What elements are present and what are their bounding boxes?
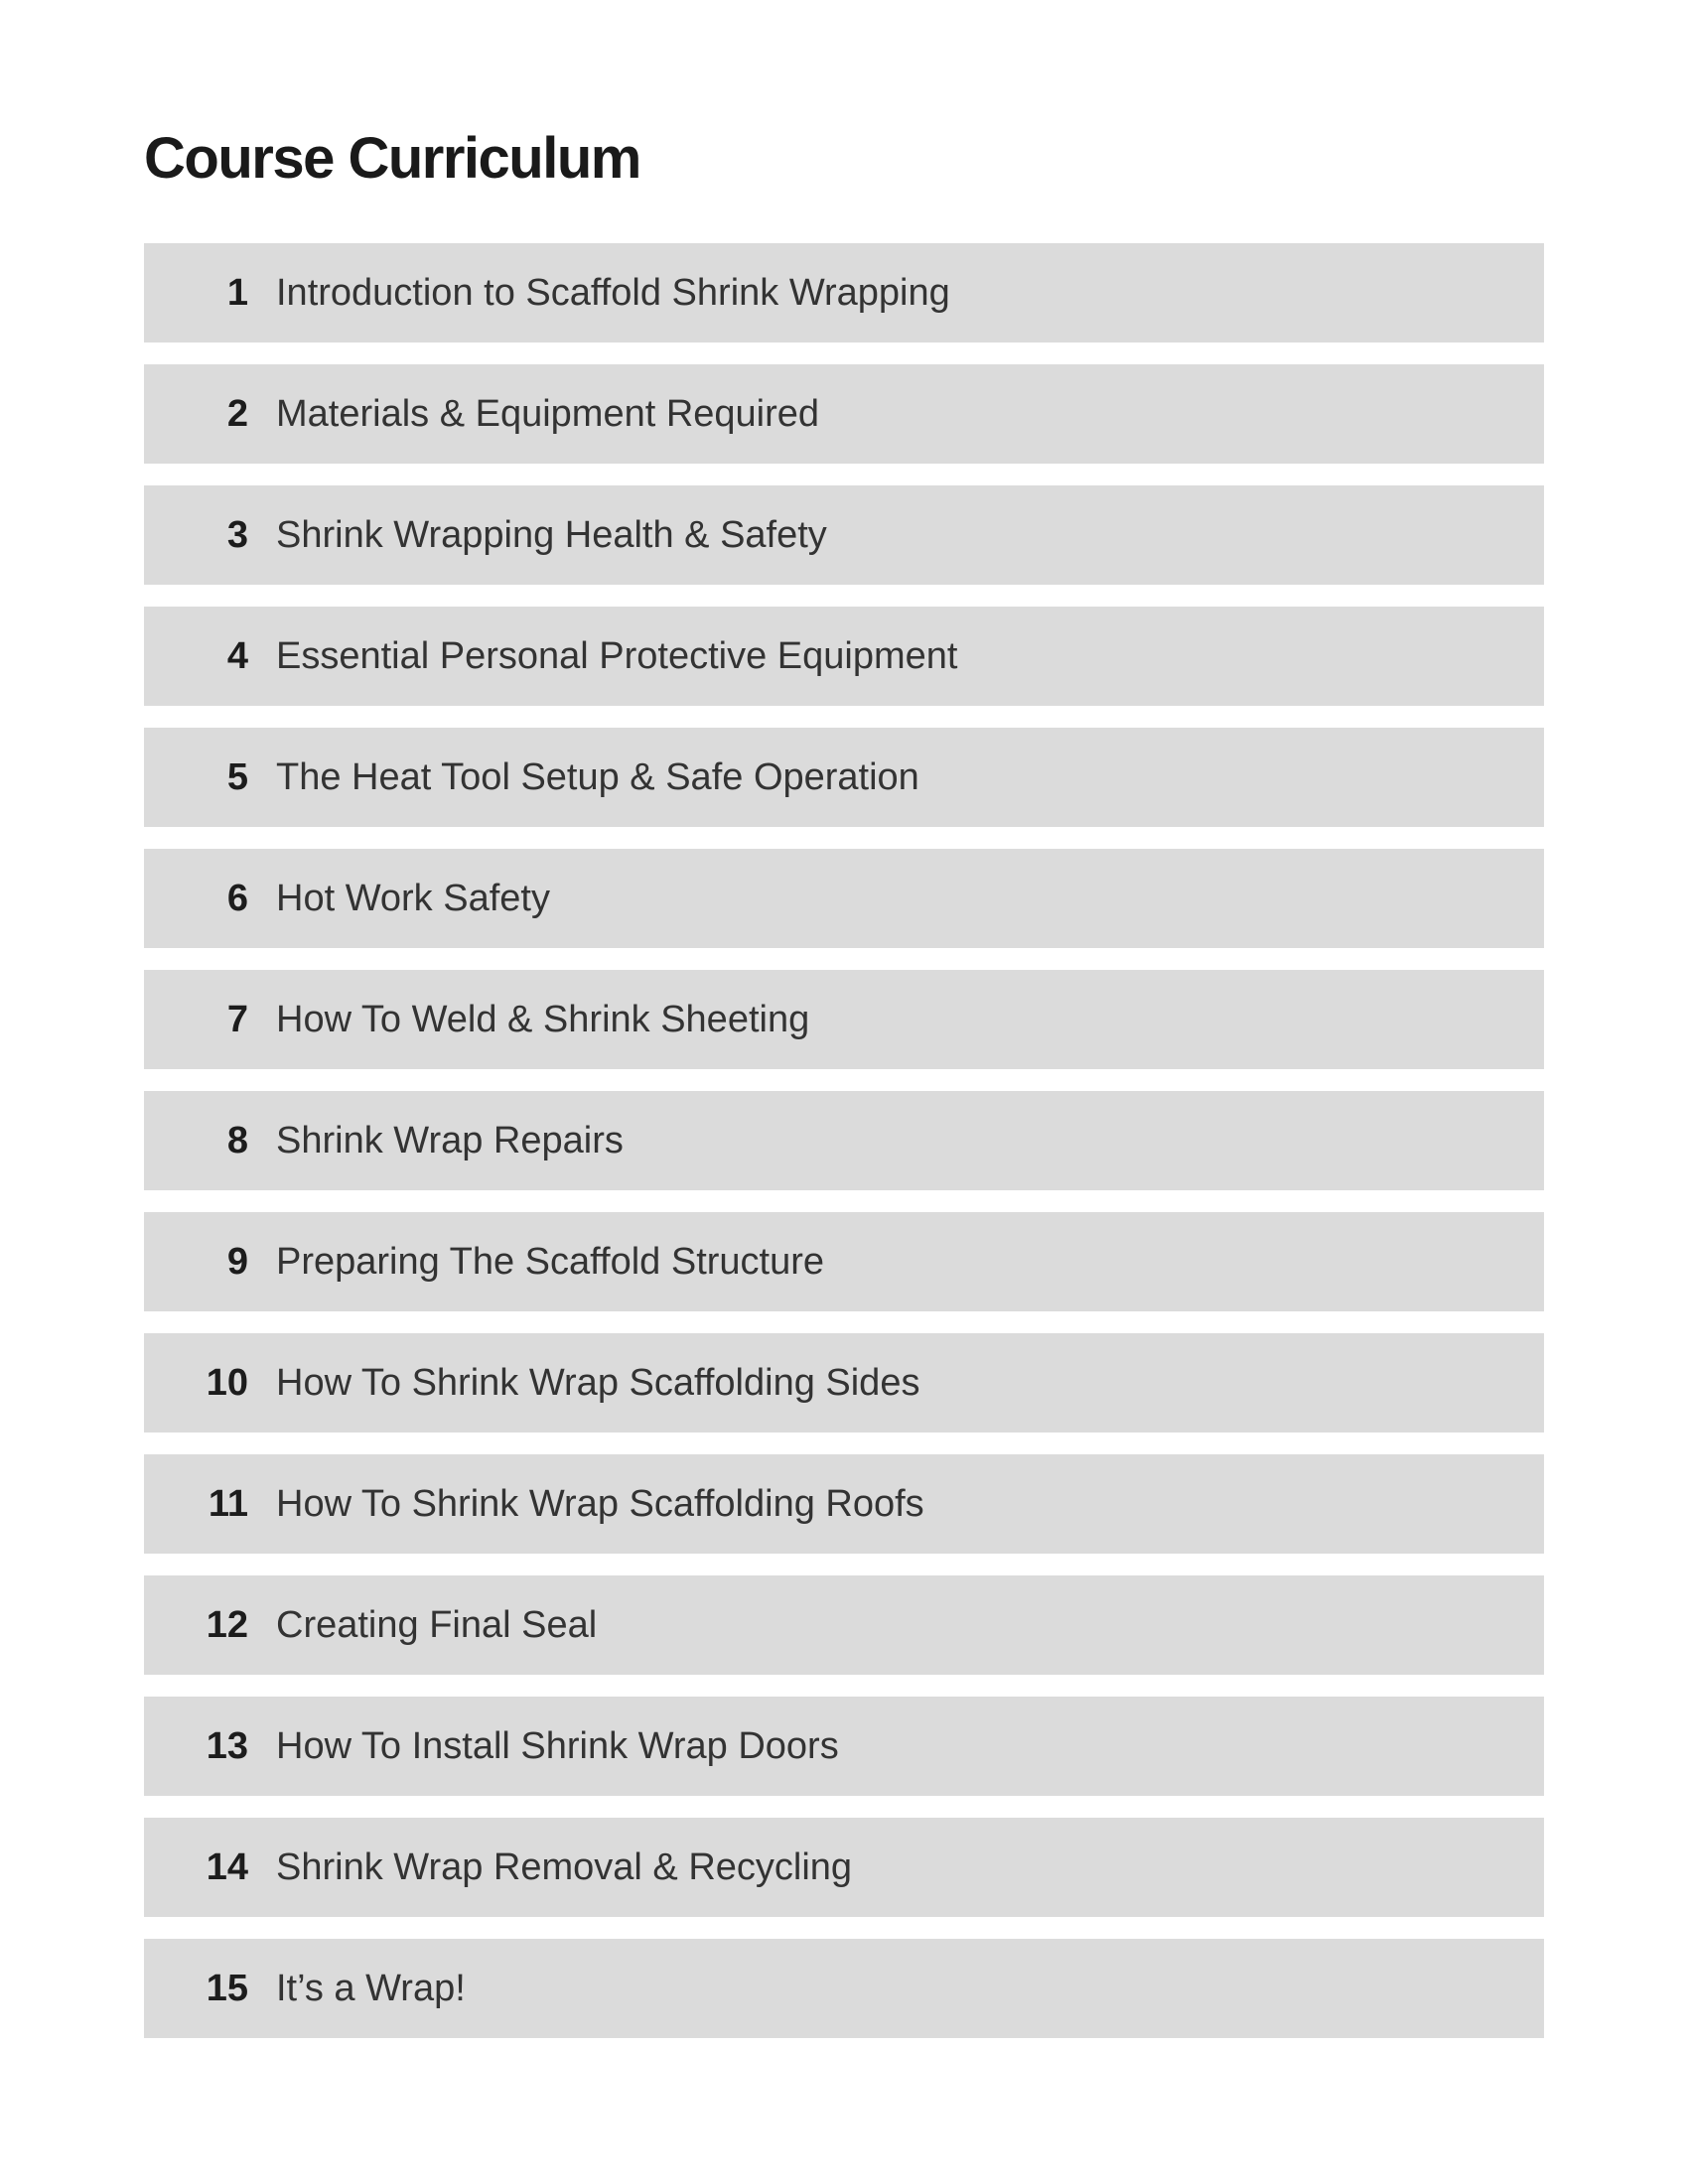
- curriculum-row: [144, 849, 1544, 948]
- lesson-title: How To Shrink Wrap Scaffolding Roofs: [276, 1482, 924, 1525]
- lesson-number: 10: [206, 1361, 248, 1404]
- lesson-title: Creating Final Seal: [276, 1603, 598, 1646]
- curriculum-row: [144, 485, 1544, 585]
- curriculum-row: [144, 1454, 1544, 1554]
- lesson-title: Materials & Equipment Required: [276, 392, 820, 435]
- curriculum-row: [144, 607, 1544, 706]
- curriculum-row: [144, 1575, 1544, 1675]
- lesson-title: How To Weld & Shrink Sheeting: [276, 998, 810, 1040]
- curriculum-row: [144, 1818, 1544, 1917]
- curriculum-row: [144, 1697, 1544, 1796]
- lesson-title: It’s a Wrap!: [276, 1967, 466, 2009]
- lesson-number: 15: [206, 1967, 248, 2009]
- lesson-number: 14: [206, 1845, 248, 1888]
- curriculum-row: [144, 970, 1544, 1069]
- curriculum-list: [144, 243, 1544, 2038]
- lesson-number: 13: [206, 1724, 248, 1767]
- page-title: Course Curriculum: [144, 126, 640, 191]
- curriculum-row: [144, 728, 1544, 827]
- lesson-title: The Heat Tool Setup & Safe Operation: [276, 755, 919, 798]
- lesson-title: How To Shrink Wrap Scaffolding Sides: [276, 1361, 920, 1404]
- curriculum-row: [144, 1939, 1544, 2038]
- lesson-number: 11: [208, 1482, 248, 1525]
- lesson-title: Hot Work Safety: [276, 877, 550, 919]
- lesson-title: Essential Personal Protective Equipment: [276, 634, 958, 677]
- lesson-title: How To Install Shrink Wrap Doors: [276, 1724, 839, 1767]
- lesson-title: Shrink Wrapping Health & Safety: [276, 513, 827, 556]
- lesson-number: 12: [206, 1603, 248, 1646]
- curriculum-row: [144, 243, 1544, 342]
- curriculum-row: [144, 1212, 1544, 1311]
- lesson-number: 7: [226, 998, 248, 1040]
- course-curriculum-page: [144, 126, 1544, 2038]
- lesson-title: Shrink Wrap Repairs: [276, 1119, 624, 1161]
- curriculum-row: [144, 364, 1544, 464]
- lesson-number: 2: [226, 392, 248, 435]
- lesson-title: Introduction to Scaffold Shrink Wrapping: [276, 271, 950, 314]
- lesson-number: 6: [226, 877, 248, 919]
- lesson-number: 4: [226, 634, 248, 677]
- curriculum-row: [144, 1333, 1544, 1433]
- lesson-title: Shrink Wrap Removal & Recycling: [276, 1845, 853, 1888]
- lesson-number: 9: [226, 1240, 248, 1283]
- lesson-title: Preparing The Scaffold Structure: [276, 1240, 825, 1283]
- curriculum-row: [144, 1091, 1544, 1190]
- lesson-number: 8: [226, 1119, 248, 1161]
- lesson-number: 3: [226, 513, 248, 556]
- lesson-number: 5: [226, 755, 248, 798]
- lesson-number: 1: [226, 271, 248, 314]
